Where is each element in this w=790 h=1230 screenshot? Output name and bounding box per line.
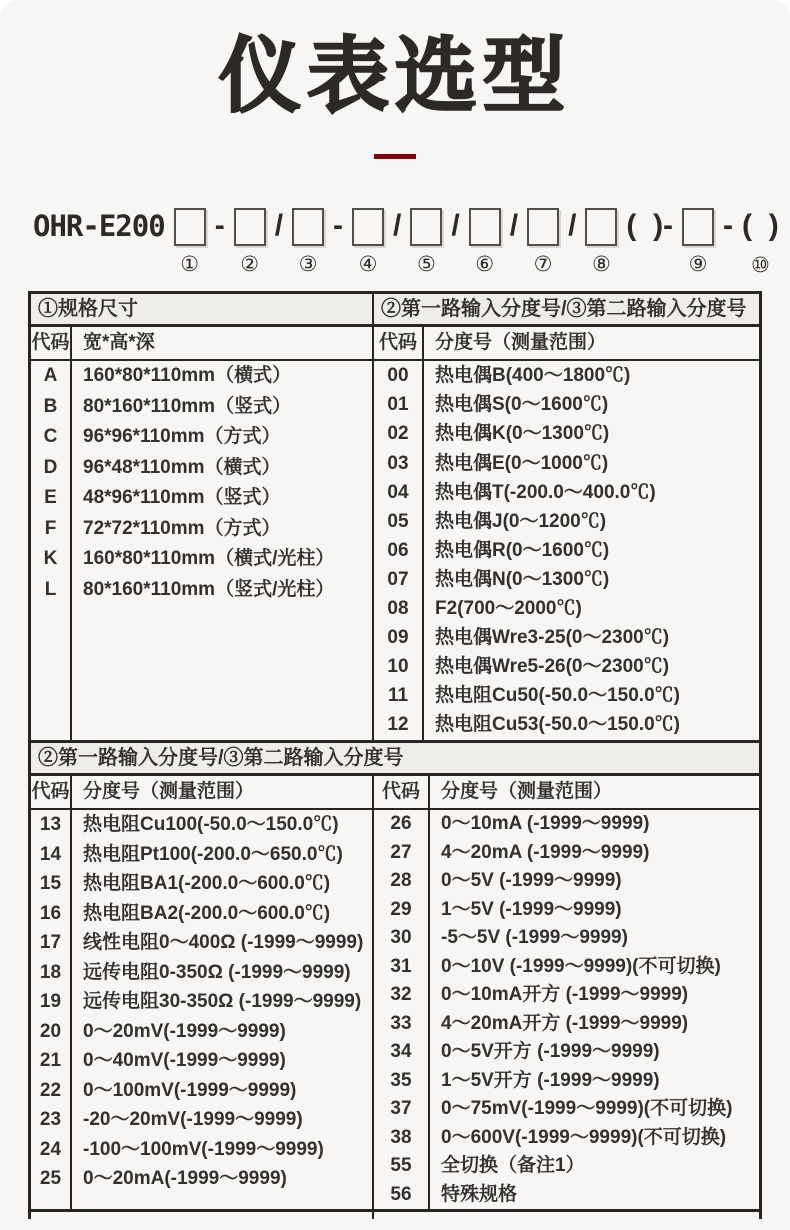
- row-code: 14: [39, 843, 62, 865]
- row-code: E: [44, 487, 57, 509]
- column-header-code: 代码: [381, 781, 420, 803]
- row-code: 19: [39, 991, 62, 1013]
- row-desc: 热电阻Pt100(-200.0～650.0℃): [83, 843, 343, 865]
- table-row: [374, 652, 759, 681]
- table-row: [374, 1038, 759, 1067]
- table-row: [374, 623, 759, 652]
- row-code: 24: [39, 1138, 62, 1160]
- table-row: [374, 953, 759, 982]
- row-desc: 1～5V (-1999～9999): [441, 898, 622, 920]
- table-row: [31, 899, 372, 929]
- table-row: [374, 867, 759, 896]
- row-desc: 48*96*110mm（竖式）: [83, 487, 281, 509]
- table-row: [31, 453, 372, 484]
- input-range-table-2-left: [31, 776, 374, 1209]
- separator-paren-dash: ( )-: [626, 209, 674, 243]
- table-row: [31, 544, 372, 575]
- position-number: ③: [298, 252, 318, 277]
- column-header-row: [31, 327, 372, 361]
- row-code: 37: [390, 1098, 412, 1120]
- row-code: 17: [39, 932, 62, 954]
- paren-placeholder: ( ): [742, 209, 779, 243]
- table-row: [374, 536, 759, 565]
- column-header-desc: 宽*高*深: [83, 332, 155, 354]
- column-header-desc: 分度号（测量范围）: [441, 781, 613, 803]
- table-row: [374, 1067, 759, 1096]
- column-header-row: [374, 327, 759, 361]
- column-header-desc: 分度号（测量范围）: [83, 781, 255, 803]
- table-row: [374, 390, 759, 419]
- row-desc: 72*72*110mm（方式）: [83, 517, 281, 539]
- column-header-row: [31, 776, 372, 810]
- next-section-cutoff: [28, 1212, 762, 1219]
- table-row: [31, 869, 372, 899]
- model-field-3: [292, 205, 324, 275]
- table-row: [374, 1124, 759, 1153]
- table-row: [31, 514, 372, 545]
- row-desc: 热电偶R(0～1600℃): [435, 539, 610, 561]
- position-number: ②: [240, 252, 260, 277]
- table-row: [31, 810, 372, 840]
- separator-dash: -: [723, 209, 734, 243]
- row-desc: 0～40mV(-1999～9999): [83, 1050, 286, 1072]
- row-code: K: [43, 548, 58, 570]
- table-row: [31, 392, 372, 423]
- row-code: 03: [387, 452, 409, 474]
- table-row: [31, 958, 372, 988]
- row-code: 56: [390, 1183, 412, 1205]
- separator-slash: /: [451, 209, 460, 243]
- position-number: ④: [358, 252, 378, 277]
- row-desc: 0～600V(-1999～9999)(不可切换): [441, 1126, 727, 1148]
- row-code: 05: [387, 510, 409, 532]
- table-row: [374, 896, 759, 925]
- section-title-input-1: ②第一路输入分度号/③第二路输入分度号: [374, 294, 759, 327]
- model-code-box-icon: [292, 208, 324, 246]
- row-code: 26: [390, 813, 412, 835]
- row-desc: 1～5V开方 (-1999～9999): [441, 1069, 660, 1091]
- table-row: [374, 478, 759, 507]
- table-row: [31, 1105, 372, 1135]
- row-code: 16: [39, 902, 62, 924]
- table-row: [374, 419, 759, 448]
- row-desc: 热电偶K(0～1300℃): [435, 423, 610, 445]
- row-desc: 热电阻Cu50(-50.0～150.0℃): [435, 685, 680, 707]
- row-desc: 0～75mV(-1999～9999)(不可切换): [441, 1098, 733, 1120]
- page-title: 仪表选型: [218, 31, 571, 122]
- column-header-code: 代码: [31, 332, 70, 354]
- separator-dash: -: [333, 209, 344, 243]
- row-code: 06: [387, 539, 409, 561]
- model-code-box-icon: [527, 208, 559, 246]
- model-code-box-icon: [585, 208, 617, 246]
- section-1: [31, 294, 759, 740]
- separator-slash: /: [568, 209, 577, 243]
- spec-size-table: [31, 294, 374, 740]
- column-header-desc: 分度号（测量范围）: [435, 332, 607, 354]
- table-row: [31, 1135, 372, 1165]
- separator-slash: /: [393, 209, 402, 243]
- row-desc: 80*160*110mm（竖式）: [83, 395, 292, 417]
- row-desc: 热电阻Cu53(-50.0～150.0℃): [435, 714, 680, 736]
- table-row: [374, 1181, 759, 1210]
- table-row: [374, 594, 759, 623]
- row-code: 30: [390, 927, 412, 949]
- table-row: [374, 810, 759, 839]
- row-desc: 热电偶S(0～1600℃): [435, 394, 609, 416]
- table-row: [31, 1017, 372, 1047]
- table-row: [374, 565, 759, 594]
- table-row: [374, 839, 759, 868]
- row-desc: 全切换（备注1）: [441, 1155, 585, 1177]
- table-row: [31, 1046, 372, 1076]
- position-number: ⑧: [591, 252, 611, 277]
- row-code: A: [43, 365, 58, 387]
- table-row: [374, 681, 759, 710]
- input-range-table-1: [374, 294, 759, 740]
- table-rows: [31, 810, 372, 1209]
- row-desc: 80*160*110mm（竖式/光柱）: [83, 578, 335, 600]
- model-field-9: [682, 205, 714, 275]
- row-code: 31: [390, 955, 412, 977]
- position-number: ⑥: [475, 252, 495, 277]
- table-row: [31, 840, 372, 870]
- row-desc: 热电偶Wre3-25(0～2300℃): [435, 627, 670, 649]
- row-desc: 96*96*110mm（方式）: [83, 426, 281, 448]
- table-rows: [31, 361, 372, 740]
- row-desc: 0～10mA (-1999～9999): [441, 813, 650, 835]
- input-range-table-2-right: [374, 776, 759, 1209]
- row-code: D: [43, 456, 58, 478]
- title-divider: [374, 154, 416, 159]
- row-desc: 0～10mA开方 (-1999～9999): [441, 984, 689, 1006]
- position-number: ⑩: [750, 253, 770, 278]
- row-code: 08: [387, 598, 409, 620]
- row-code: 11: [387, 685, 409, 707]
- row-code: C: [43, 426, 58, 448]
- row-desc: 特殊规格: [441, 1183, 518, 1205]
- model-prefix: OHR-E200: [33, 209, 165, 244]
- table-row: [31, 987, 372, 1017]
- table-row: [31, 361, 372, 392]
- model-field-7: [527, 205, 559, 275]
- row-code: 04: [387, 481, 409, 503]
- row-desc: 远传电阻30-350Ω (-1999～9999): [83, 991, 362, 1013]
- table-row: [374, 1095, 759, 1124]
- row-desc: 热电偶N(0～1300℃): [435, 568, 610, 590]
- row-code: 33: [390, 1012, 412, 1034]
- row-desc: 0～20mA(-1999～9999): [83, 1168, 287, 1190]
- row-code: 29: [390, 898, 412, 920]
- position-number: ⑦: [533, 252, 553, 277]
- row-code: 38: [390, 1126, 412, 1148]
- row-desc: 0～10V (-1999～9999)(不可切换): [441, 955, 721, 977]
- table-rows: [374, 810, 759, 1209]
- row-code: 27: [390, 841, 412, 863]
- model-field-6: [469, 205, 501, 275]
- row-desc: 4～20mA开方 (-1999～9999): [441, 1012, 689, 1034]
- model-code-box-icon: [469, 208, 501, 246]
- model-field-4: [352, 205, 384, 275]
- row-desc: 线性电阻0～400Ω (-1999～9999): [83, 932, 364, 954]
- row-desc: -20～20mV(-1999～9999): [83, 1109, 303, 1131]
- table-row: [374, 1010, 759, 1039]
- row-desc: 热电偶T(-200.0～400.0℃): [435, 481, 656, 503]
- section-title-input-2: ②第一路输入分度号/③第二路输入分度号: [31, 743, 759, 776]
- model-field-10: [742, 205, 779, 276]
- row-desc: 96*48*110mm（横式）: [83, 456, 281, 478]
- row-code: 01: [387, 394, 409, 416]
- row-desc: 热电阻BA1(-200.0～600.0℃): [83, 873, 331, 895]
- column-header-code: 代码: [378, 332, 417, 354]
- row-desc: 热电阻BA2(-200.0～600.0℃): [83, 902, 331, 924]
- row-code: 35: [390, 1069, 412, 1091]
- table-row: [31, 928, 372, 958]
- model-code-box-icon: [410, 208, 442, 246]
- row-desc: 热电偶J(0～1200℃): [435, 510, 607, 532]
- model-field-1: [174, 205, 206, 275]
- row-code: 21: [39, 1050, 62, 1072]
- row-desc: 热电偶Wre5-26(0～2300℃): [435, 656, 670, 678]
- model-code-diagram: [33, 205, 790, 276]
- row-code: 55: [390, 1155, 412, 1177]
- table-rows: [374, 361, 759, 740]
- separator-dash: -: [214, 209, 225, 243]
- model-field-5: [410, 205, 442, 275]
- section-title-spec: ①规格尺寸: [31, 294, 372, 327]
- table-row: [374, 361, 759, 390]
- row-desc: F2(700～2000℃): [435, 598, 582, 620]
- row-code: 10: [387, 656, 409, 678]
- column-header-row: [374, 776, 759, 810]
- row-code: 20: [39, 1020, 62, 1042]
- row-code: L: [44, 578, 57, 600]
- position-number: ①: [180, 252, 200, 277]
- position-number: ⑨: [688, 252, 708, 277]
- row-code: 34: [390, 1041, 412, 1063]
- table-row: [31, 1164, 372, 1194]
- section-2: [31, 740, 759, 1209]
- row-desc: 热电阻Cu100(-50.0～150.0℃): [83, 814, 339, 836]
- position-number: ⑤: [416, 252, 436, 277]
- table-row: [31, 422, 372, 453]
- row-desc: -100～100mV(-1999～9999): [83, 1138, 324, 1160]
- row-code: 25: [39, 1168, 62, 1190]
- row-code: 07: [387, 568, 409, 590]
- table-row: [374, 507, 759, 536]
- row-code: 23: [39, 1109, 62, 1131]
- model-code-box-icon: [234, 208, 266, 246]
- row-desc: 0～5V开方 (-1999～9999): [441, 1041, 660, 1063]
- row-desc: 0～5V (-1999～9999): [441, 870, 622, 892]
- row-code: 32: [390, 984, 412, 1006]
- model-code-box-icon: [352, 208, 384, 246]
- model-code-box-icon: [174, 208, 206, 246]
- row-desc: 0～100mV(-1999～9999): [83, 1079, 297, 1101]
- row-code: 09: [387, 627, 409, 649]
- row-code: 22: [39, 1079, 62, 1101]
- row-code: F: [44, 517, 57, 539]
- separator-slash: /: [274, 209, 284, 243]
- row-desc: -5～5V (-1999～9999): [441, 927, 628, 949]
- row-desc: 远传电阻0-350Ω (-1999～9999): [83, 961, 351, 983]
- model-code-box-icon: [682, 208, 714, 246]
- selection-table: [28, 291, 762, 1212]
- row-code: 28: [390, 870, 412, 892]
- row-code: 13: [39, 814, 62, 836]
- model-field-2: [234, 205, 266, 275]
- row-code: 02: [387, 423, 409, 445]
- row-code: B: [43, 395, 58, 417]
- row-desc: 160*80*110mm（横式/光柱）: [83, 548, 335, 570]
- row-code: 00: [387, 365, 409, 387]
- row-desc: 4～20mA (-1999～9999): [441, 841, 650, 863]
- table-row: [374, 1152, 759, 1181]
- model-field-8: [585, 205, 617, 275]
- table-row: [374, 981, 759, 1010]
- table-row: [31, 1076, 372, 1106]
- table-row: [374, 449, 759, 478]
- separator-slash: /: [509, 209, 519, 243]
- row-desc: 热电偶E(0～1000℃): [435, 452, 609, 474]
- row-desc: 热电偶B(400～1800℃): [435, 365, 631, 387]
- table-row: [374, 924, 759, 953]
- table-row: [374, 710, 759, 739]
- row-desc: 0～20mV(-1999～9999): [83, 1020, 286, 1042]
- column-header-code: 代码: [31, 781, 70, 803]
- row-desc: 160*80*110mm（横式）: [83, 365, 292, 387]
- row-code: 12: [387, 714, 409, 736]
- row-code: 15: [39, 873, 62, 895]
- table-row: [31, 483, 372, 514]
- table-row: [31, 575, 372, 606]
- row-code: 18: [39, 961, 62, 983]
